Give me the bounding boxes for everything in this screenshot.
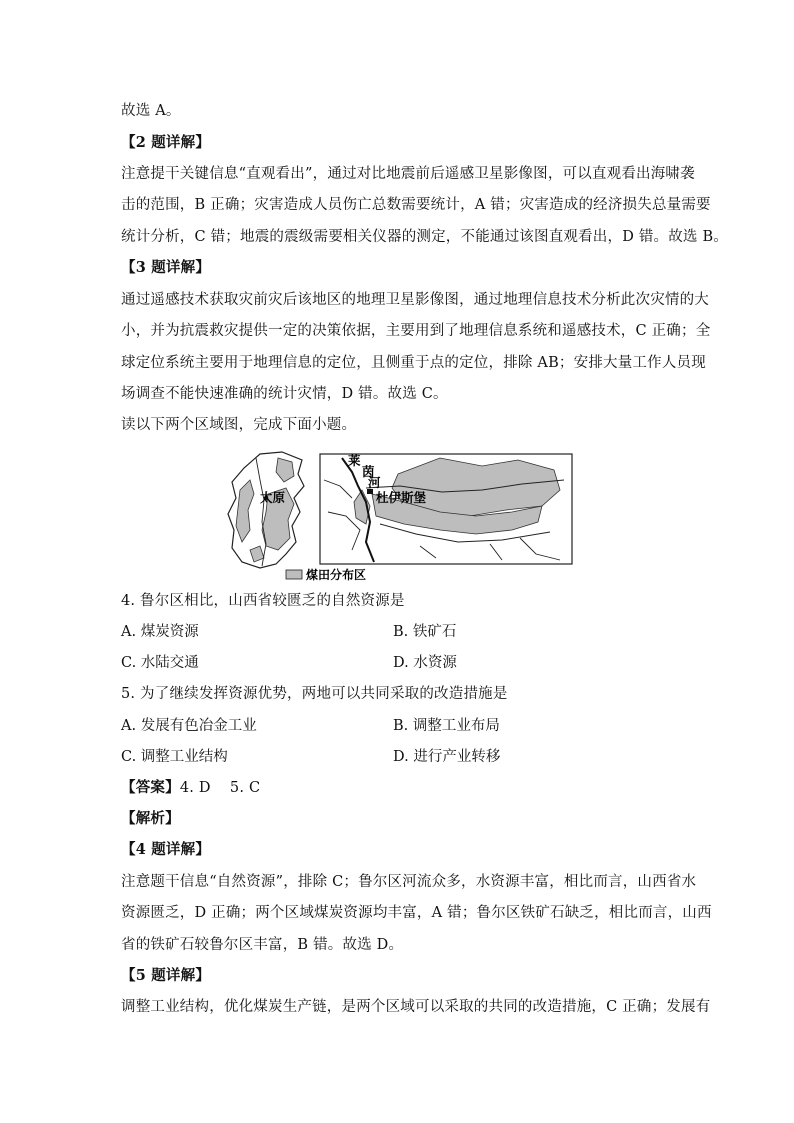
rhine-label-2: 茵 [362,464,375,479]
answer-text: 4. D 5. C [179,780,261,796]
question-5-stem: 5. 为了继续发挥资源优势，两地可以共同采取的改造措施是 [121,686,508,702]
paragraph-line: 球定位系统主要用于地理信息的定位，且侧重于点的定位，排除 AB；安排大量工作人员现 [121,355,706,371]
question-4-stem: 4. 鲁尔区相比，山西省较匮乏的自然资源是 [121,593,405,609]
q4-option-b: B. 铁矿石 [393,624,457,640]
legend-swatch [286,570,302,579]
answer-label: 【答案】 [121,779,180,796]
paragraph-line: 读以下两个区域图，完成下面小题。 [121,417,357,433]
paragraph-line: 省的铁矿石较鲁尔区丰富，B 错。故选 D。 [121,937,404,953]
legend-label: 煤田分布区 [306,568,367,582]
paragraph-line: 故选 A。 [121,103,181,119]
section-heading-q5: 【5 题详解】 [121,967,211,984]
section-heading-q4: 【4 题详解】 [121,841,211,858]
shanxi-map [228,452,304,568]
ruhr-map [320,454,572,564]
q4-option-c: C. 水陆交通 [121,655,199,671]
q4-option-a: A. 煤炭资源 [121,624,199,640]
paragraph-line: 场调查不能快速准确的统计灾情，D 错。故选 C。 [121,386,448,402]
paragraph-line: 调整工业结构，优化煤炭生产链，是两个区域可以采取的共同的改造措施，C 正确；发展有 [121,999,711,1015]
q5-option-c: C. 调整工业结构 [121,749,228,765]
paragraph-line: 通过遥感技术获取灾前灾后该地区的地理卫星影像图，通过地理信息技术分析此次灾情的大 [121,292,709,308]
rhine-label-3: 河 [368,475,381,490]
paragraph-line: 资源匮乏，D 正确；两个区域煤炭资源均丰富，A 错；鲁尔区铁矿石缺乏，相比而言，山西 [121,905,712,921]
analysis-heading: 【解析】 [121,810,180,827]
q5-option-b: B. 调整工业布局 [393,718,500,734]
q5-option-d: D. 进行产业转移 [393,749,501,765]
rhine-label-1: 莱 [348,453,361,468]
section-heading-q3: 【3 题详解】 [121,259,211,276]
answer-line [121,778,681,798]
taiyuan-label: 太原 [260,490,286,505]
paragraph-line: 小，并为抗震救灾提供一定的决策依据，主要用到了地理信息系统和遥感技术，C 正确；全 [121,323,711,339]
q4-option-d: D. 水资源 [393,655,457,671]
section-heading-q2: 【2 题详解】 [121,134,211,151]
paragraph-line: 注意提干关键信息“直观看出”，通过对比地震前后遥感卫星影像图，可以直观看出海啸袭 [121,166,695,182]
paragraph-line: 注意题干信息“自然资源”，排除 C；鲁尔区河流众多，水资源丰富，相比而言，山西省水 [121,874,697,890]
q5-option-a: A. 发展有色冶金工业 [121,718,257,734]
maps-svg [220,450,576,585]
paragraph-line: 统计分析，C 错；地震的震级需要相关仪器的测定，不能通过该图直观看出，D 错。故选 B。 [121,229,728,245]
duisburg-label: 杜伊斯堡 [376,490,427,505]
paragraph-line: 击的范围，B 正确；灾害造成人员伤亡总数需要统计，A 错；灾害造成的经济损失总量需要 [121,197,711,213]
regional-maps-figure [220,450,576,585]
